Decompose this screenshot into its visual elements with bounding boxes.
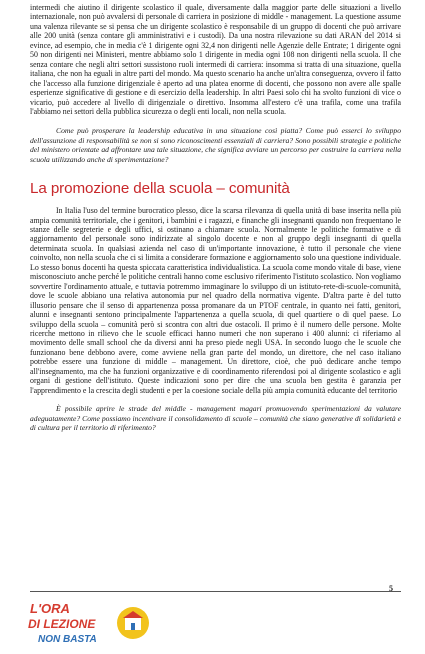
main-paragraph: In Italia l'uso del termine burocratico plesso, dice la scarsa rilevanza di quella unità di base inserita nella più ampia comunità territoriale, che i genitori, i bambini e i ragazzi, e finanche gli insegnanti quando non frequentano le stanze delle segreterie e degli uffici, si ostinano a chiamare scuola. Normalmente le politiche formative e di aggiornamento del personale sono indirizzate al singolo docente e non al gruppo degli insegnanti di quella determinata scuola. In qualsiasi azienda nel caso di un'importante innovazione, è tutto il personale che viene coinvolto, non nella scuola che ci si limita a considerare formazione e aggiornamento solo una questione individuale. Lo stesso bonus docenti ha questa spiccata caratteristica individualistica. La scuola come mondo vitale di base, viene misconosciuto anche perché le politiche centrali hanno come esclusivo riferimento l'istituto scolastico. Non vogliamo sovvertire l'ordinamento attuale, e tuttavia potremmo immaginare lo sviluppo di un istituto-rete-di-scuole-comunità, dove le scuole abbiano una relativa autonomia pur nel quadro della normativa vigente. D'altra parte è del tutto illusorio pensare che il senso di appartenenza possa promanare da un PTOF centrale, in quanto nei fatti, genitori, alunni e insegnanti sentono principalmente l'appartenenza a quella scuola, di quel quartiere o di quel paese. Lo sviluppo della scuola – comunità però si scontra con altri due ostacoli. Il primo è il numero delle persone. Molte ricerche mettono in rilievo che le scuole efficaci hanno numeri che non superano i 400 alunni: ci riferiamo al movimento delle small school che da diversi anni ha preso piede negli USA. In secondo luogo che le scuole che funzionano bene debbono avere, come avviene nella gran parte del mondo, un direttore, che nel caso italiano potrebbe essere una funzione di middle – management. Un direttore, cioè, che può dedicare anche tempo all'insegnamento, ma che ha funzioni organizzative e di coordinamento riferendosi poi al dirigente scolastico e agli organi di gestione dell'istituto. Queste indicazioni sono per dire che una scuola ben gestita è garanzia per l'apprendimento e la crescita degli studenti e per la coesione sociale della più ampia comunità educante del territorio: [30, 206, 401, 395]
section-heading: La promozione della scuola – comunità: [30, 180, 290, 198]
footer-rule: [30, 591, 401, 592]
question-block-2: È possibile aprire le strade del middle - management magari promuovendo sperimentazioni da valutare adeguatamente? Come possiamo incentivare il consolidamento di scuole – comunità che siano generative di solidarietà e di cultura per il territorio di riferimento?: [30, 404, 401, 432]
question-block-1: Come può prosperare la leadership educativa in una situazione così piatta? Come può esserci lo sviluppo dell'assunzione di responsabilità se non si sono riconoscimenti essenziali di carriera? Sono possibili strategie e politiche del ministero orientate ad affrontare una tale situazione, che significa avviare un percorso per costruire la carriera nella scuola utilizzando anche di sperimentazione?: [30, 126, 401, 164]
svg-text:NON BASTA: NON BASTA: [38, 634, 97, 645]
intro-paragraph: intermedi che aiutino il dirigente scolastico il quale, diversamente dalla maggior parte delle situazioni a livello internazionale, non può avvalersi di personale di carriera in posizione di middle - management. La questione assume una valenza rilevante se si pensa che un dirigente scolastico è responsabile di un gruppo di docenti che può arrivare alle 200 unità (senza contare gli amministrativi e i custodi). Da una nostra rilevazione su dati ARAN del 2014 si evince, ad esempio, che in media c'è 1 dirigente ogni 32,4 non dirigenti nelle Agenzie delle Entrate; 1 dirigente ogni 50 non dirigenti nei Ministeri, mentre abbiamo solo 1 dirigente in media ogni 108 non dirigenti nella scuola. Il che senza contare che negli altri settori sussistono ruoli intermedi di carriera: insomma si tratta di una situazione, quella italiana, che non ha eguali in altre parti del mondo. Ma questo scenario ha anche un'altra conseguenza, ovvero il fatto che l'accesso alla funzione dirigenziale è aperto ad una platea enorme di docenti, che possono non avere alle spalle esperienze significative di gestione e di esercizio della leadership. In altri Paesi solo chi ha svolto funzioni di vice o vicario, può accedere al livello di dirigenziale o direttivo. Insomma all'estero c'è una trafila, come una trafila l'abbiamo nei settori della pubblica sicurezza o degli enti locali, non nella scuola.: [30, 3, 401, 116]
svg-text:L'ORA: L'ORA: [30, 601, 70, 616]
svg-text:DI LEZIONE: DI LEZIONE: [28, 617, 96, 631]
lora-di-lezione-logo: [24, 597, 104, 649]
page-number: 5: [389, 584, 393, 593]
school-badge-logo: [114, 603, 152, 643]
